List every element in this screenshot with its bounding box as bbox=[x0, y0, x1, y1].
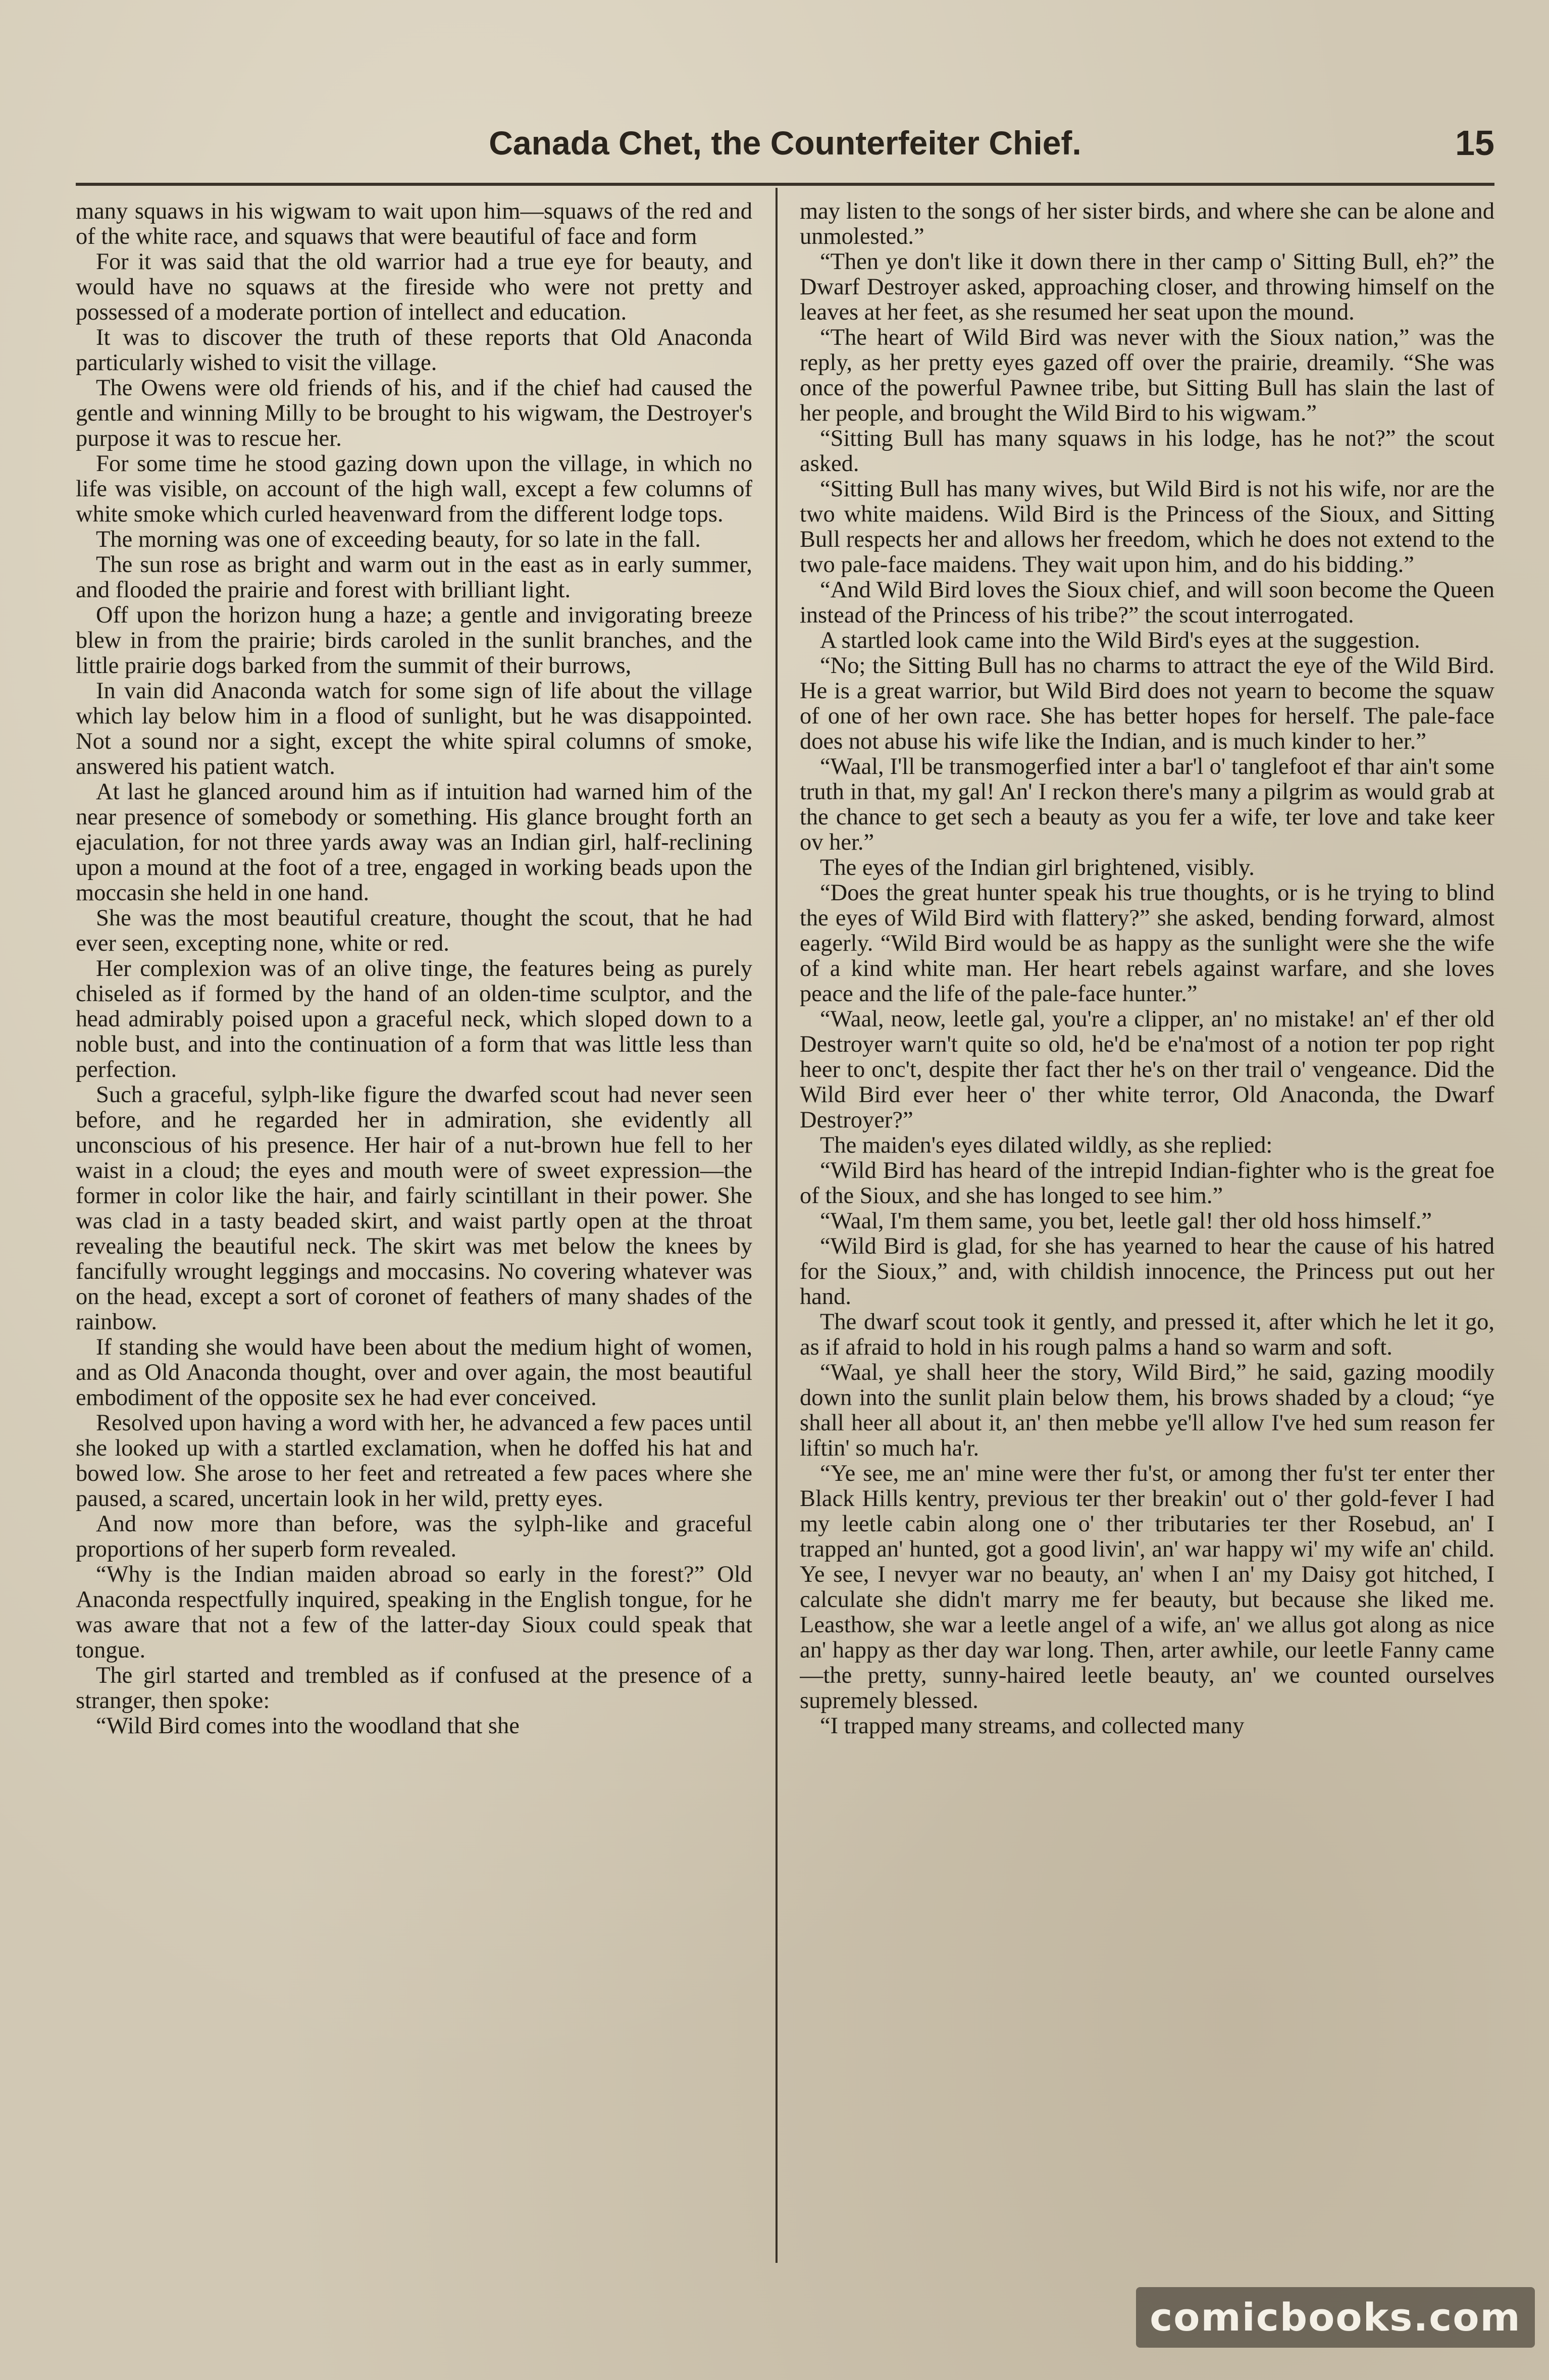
paragraph: It was to discover the truth of these reports that Old Anaconda particularly wished to visit the village. bbox=[76, 325, 752, 376]
paragraph: “Ye see, me an' mine were ther fu'st, or among ther fu'st ter enter ther Black Hills kentry, previous ter ther breakin' out o' ther gold-fever I had my leetle cabin along one o' ther tributaries ter ther Rosebud, an' I trapped an' hunted, got a good livin', an' war happy wi' my wife an' child. Ye see, I nevyer war no beauty, an' when I an' my Daisy got hitched, I calculate she didn't marry me fer beauty, but because she liked me. Leasthow, she war a leetle angel of a wife, an' we allus got along as nice an' happy as ther day war long. Then, arter awhile, our leetle Fanny came—the pretty, sunny-haired leetle beauty, an' we counted ourselves supremely blessed. bbox=[800, 1461, 1494, 1714]
paragraph: Her complexion was of an olive tinge, the features being as purely chiseled as if formed by the hand of an olden-time sculptor, and the head admirably poised upon a graceful neck, which sloped down to a noble bust, and into the continuation of a form that was little less than perfection. bbox=[76, 956, 752, 1082]
paragraph: At last he glanced around him as if intuition had warned him of the near presence of somebody or something. His glance brought forth an ejaculation, for not three yards away was an Indian girl, half-reclining upon a mound at the foot of a tree, engaged in working beads upon the moccasin she held in one hand. bbox=[76, 779, 752, 906]
paragraph: “Wild Bird is glad, for she has yearned to hear the cause of his hatred for the Sioux,” and, with childish innocence, the Princess put out her hand. bbox=[800, 1233, 1494, 1310]
paragraph: The sun rose as bright and warm out in the east as in early summer, and flooded the prairie and forest with brilliant light. bbox=[76, 552, 752, 603]
header-rule bbox=[76, 183, 1494, 186]
paragraph: The maiden's eyes dilated wildly, as she replied: bbox=[820, 1132, 1273, 1158]
running-title: Canada Chet, the Counterfeiter Chief. bbox=[489, 124, 1081, 162]
paragraph: many squaws in his wigwam to wait upon him—squaws of the red and of the white race, and squaws that were beautiful of face and form bbox=[76, 199, 752, 249]
paragraph: “The heart of Wild Bird was never with the Sioux nation,” was the reply, as her pretty eyes gazed off over the prairie, dreamily. “She was once of the powerful Pawnee tribe, but Sitting Bull has slain the last of her people, and brought the Wild Bird to his wigwam.” bbox=[800, 325, 1494, 426]
column-divider bbox=[776, 188, 778, 2263]
paragraph: “Why is the Indian maiden abroad so early in the forest?” Old Anaconda respectfully inquired, speaking in the English tongue, for he was aware that not a few of the latter-day Sioux could speak that tongue. bbox=[76, 1562, 752, 1663]
paragraph: Such a graceful, sylph-like figure the dwarfed scout had never seen before, and he regarded her in admiration, she evidently all unconscious of his presence. Her hair of a nut-brown hue fell to her waist in a cloud; the eyes and mouth were of sweet expression—the former in color like the hair, and fairly scintillant in their power. She was clad in a tasty beaded skirt, and waist partly open at the throat revealing the beautiful neck. The skirt was met below the knees by fancifully wrought leggings and moccasins. No covering whatever was on the head, except a sort of coronet of feathers of many shades of the rainbow. bbox=[76, 1082, 752, 1335]
paragraph: The dwarf scout took it gently, and pressed it, after which he let it go, as if afraid to hold in his rough palms a hand so warm and soft. bbox=[800, 1309, 1494, 1360]
paragraph: And now more than before, was the sylph-like and graceful proportions of her superb form revealed. bbox=[76, 1511, 752, 1562]
paragraph: The eyes of the Indian girl brightened, visibly. bbox=[820, 855, 1255, 881]
paragraph: “And Wild Bird loves the Sioux chief, and will soon become the Queen instead of the Princess of his tribe?” the scout interrogated. bbox=[800, 577, 1494, 628]
paragraph: “Wild Bird comes into the woodland that she bbox=[96, 1713, 520, 1739]
paragraph: For it was said that the old warrior had a true eye for beauty, and would have no squaws at the fireside who were not pretty and possessed of a moderate portion of intellect and education. bbox=[76, 249, 752, 325]
left-column bbox=[76, 199, 752, 2309]
watermark-text: comicbooks.com bbox=[1150, 2295, 1521, 2340]
paragraph: “Sitting Bull has many wives, but Wild Bird is not his wife, nor are the two white maidens. Wild Bird is the Princess of the Sioux, and Sitting Bull respects her and allows her freedom, which he does not extend to the two pale-face maidens. They wait upon him, and do his bidding.” bbox=[800, 476, 1494, 578]
page-header bbox=[76, 115, 1494, 171]
paragraph: The girl started and trembled as if confused at the presence of a stranger, then spoke: bbox=[76, 1663, 752, 1714]
paragraph: A startled look came into the Wild Bird's eyes at the suggestion. bbox=[820, 628, 1420, 653]
paragraph: “Waal, I'll be transmogerfied inter a bar'l o' tanglefoot ef thar ain't some truth in that, my gal! An' I reckon there's many a pilgrim as would grab at the chance to get sech a beauty as you fer a wife, ter love and take keer ov her.” bbox=[800, 754, 1494, 855]
paragraph: The morning was one of exceeding beauty, for so late in the fall. bbox=[96, 527, 701, 552]
paragraph: “Wild Bird has heard of the intrepid Indian-fighter who is the great foe of the Sioux, and she has longed to see him.” bbox=[800, 1158, 1494, 1209]
paragraph: She was the most beautiful creature, thought the scout, that he had ever seen, excepting none, white or red. bbox=[76, 905, 752, 956]
paragraph: “Then ye don't like it down there in ther camp o' Sitting Bull, eh?” the Dwarf Destroyer asked, approaching closer, and throwing himself on the leaves at her feet, as she resumed her seat upon the mound. bbox=[800, 249, 1494, 325]
paragraph: Off upon the horizon hung a haze; a gentle and invigorating breeze blew in from the prairie; birds caroled in the sunlit branches, and the little prairie dogs barked from the summit of their burrows, bbox=[76, 602, 752, 679]
watermark bbox=[1136, 2287, 1535, 2348]
paragraph: The Owens were old friends of his, and if the chief had caused the gentle and winning Milly to be brought to his wigwam, the Destroyer's purpose it was to rescue her. bbox=[76, 375, 752, 451]
paragraph: “Does the great hunter speak his true thoughts, or is he trying to blind the eyes of Wild Bird with flattery?” she asked, bending forward, almost eagerly. “Wild Bird would be as happy as the sunlight were she the wife of a kind white man. Her heart rebels against warfare, and she loves peace and the life of the pale-face hunter.” bbox=[800, 880, 1494, 1007]
paragraph: “I trapped many streams, and collected many bbox=[820, 1713, 1245, 1739]
paragraph: Resolved upon having a word with her, he advanced a few paces until she looked up with a startled exclamation, when he doffed his hat and bowed low. She arose to her feet and retreated a few paces where she paused, a scared, uncertain look in her wild, pretty eyes. bbox=[76, 1410, 752, 1512]
paragraph: “No; the Sitting Bull has no charms to attract the eye of the Wild Bird. He is a great warrior, but Wild Bird does not yearn to become the squaw of one of her own race. She has better hopes for herself. The pale-face does not abuse his wife like the Indian, and is much kinder to her.” bbox=[800, 653, 1494, 754]
paragraph: “Sitting Bull has many squaws in his lodge, has he not?” the scout asked. bbox=[800, 426, 1494, 477]
paragraph: may listen to the songs of her sister birds, and where she can be alone and unmolested.” bbox=[800, 199, 1494, 249]
right-column bbox=[800, 199, 1494, 2309]
paragraph: “Waal, I'm them same, you bet, leetle gal! ther old hoss himself.” bbox=[820, 1208, 1432, 1234]
page-number: 15 bbox=[1455, 123, 1494, 163]
paragraph: If standing she would have been about the medium hight of women, and as Old Anaconda thought, over and over again, the most beautiful embodiment of the opposite sex he had ever conceived. bbox=[76, 1334, 752, 1411]
paragraph: In vain did Anaconda watch for some sign of life about the village which lay below him in a flood of sunlight, but he was disappointed. Not a sound nor a sight, except the white spiral columns of smoke, answered his patient watch. bbox=[76, 678, 752, 780]
paragraph: “Waal, neow, leetle gal, you're a clipper, an' no mistake! an' ef ther old Destroyer warn't quite so old, he'd be e'na'most of a notion ter pop right heer to onc't, despite ther fact ther he's on ther trail o' vengeance. Did the Wild Bird ever heer o' ther white terror, Old Anaconda, the Dwarf Destroyer?” bbox=[800, 1006, 1494, 1133]
paragraph: “Waal, ye shall heer the story, Wild Bird,” he said, gazing moodily down into the sunlit plain below them, his brows shaded by a cloud; “ye shall heer all about it, an' then mebbe ye'll allow I've hed sum reason fer liftin' so much ha'r. bbox=[800, 1360, 1494, 1461]
paragraph: For some time he stood gazing down upon the village, in which no life was visible, on account of the high wall, except a few columns of white smoke which curled heavenward from the different lodge tops. bbox=[76, 451, 752, 527]
